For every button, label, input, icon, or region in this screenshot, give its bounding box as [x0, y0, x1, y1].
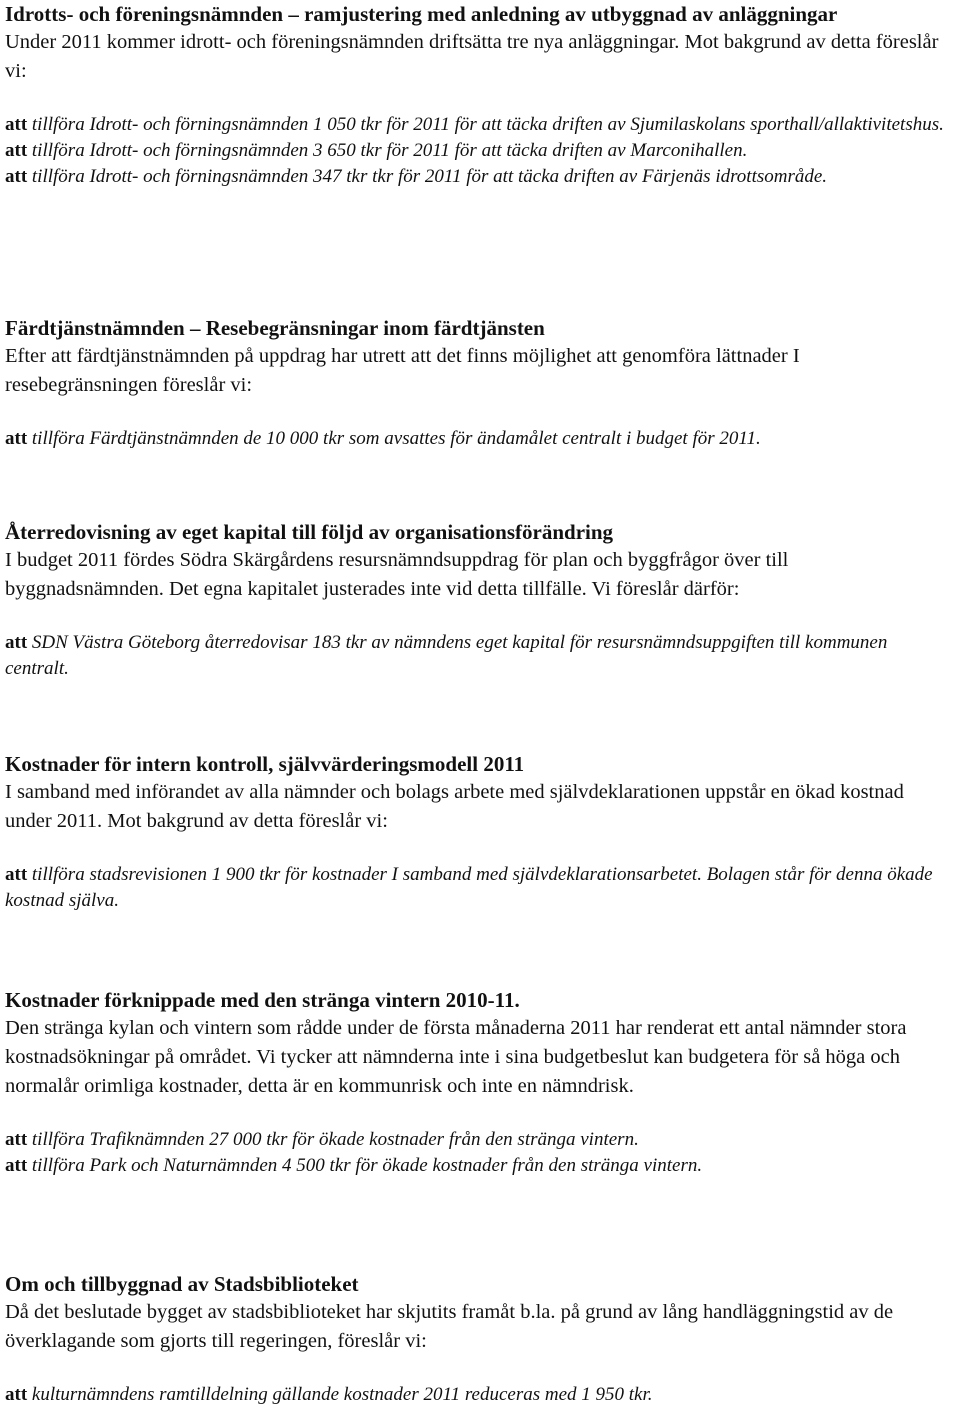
att-keyword: att [5, 166, 28, 187]
proposal-item [5, 426, 948, 452]
section-heading: Kostnader förknippade med den stränga vintern 2010-11. [5, 988, 520, 1012]
section-paragraph: I samband med införandet av alla nämnder och bolags arbete med självdeklarationen uppstår en ökad kostnad under 2011. Mot bakgrund av detta föreslår vi: [5, 781, 904, 832]
section-heading: Kostnader för intern kontroll, självvärderingsmodell 2011 [5, 752, 525, 776]
section-stadsbiblioteket [5, 1270, 948, 1408]
section-paragraph: Under 2011 kommer idrott- och föreningsnämnden driftsätta tre nya anläggningar. Mot bakgrund av detta föreslår vi: [5, 31, 939, 82]
proposal-item [5, 1153, 948, 1179]
proposal-text: tillföra Idrott- och förningsnämnden 347 tkr tkr för 2011 för att täcka driften av Färjenäs idrottsområde. [31, 166, 828, 187]
section-paragraph: Efter att färdtjänstnämnden på uppdrag har utrett att det finns möjlighet att genomföra lättnader I resebegränsningen föreslår vi: [5, 345, 800, 396]
section-vintern [5, 986, 948, 1179]
proposal-text: tillföra Trafiknämnden 27 000 tkr för ökade kostnader från den stränga vintern. [31, 1129, 639, 1150]
section-idrott [5, 0, 948, 190]
proposal-text: tillföra Idrott- och förningsnämnden 3 650 tkr för 2011 för att täcka driften av Marconihallen. [31, 140, 748, 161]
att-keyword: att [5, 1155, 28, 1176]
proposal-item [5, 164, 948, 190]
proposal-text: tillföra stadsrevisionen 1 900 tkr för kostnader I samband med självdeklarationsarbetet. Bolagen står för denna ökade kostnad själva. [5, 864, 933, 911]
section-heading: Om och tillbyggnad av Stadsbiblioteket [5, 1272, 359, 1296]
section-aterredovisning [5, 518, 948, 682]
proposal-item [5, 1127, 948, 1153]
section-fardtjanst [5, 314, 948, 452]
att-keyword: att [5, 428, 28, 449]
proposal-text: tillföra Idrott- och förningsnämnden 1 050 tkr för 2011 för att täcka driften av Sjumilaskolans sporthall/allaktivitetshus. [31, 114, 944, 135]
section-heading: Idrotts- och föreningsnämnden – ramjustering med anledning av utbyggnad av anläggningar [5, 2, 838, 26]
att-keyword: att [5, 1129, 28, 1150]
att-keyword: att [5, 114, 28, 135]
section-paragraph: Den stränga kylan och vintern som rådde under de första månaderna 2011 har renderat ett antal nämnder stora kostnadsökningar på området. Vi tycker att nämnderna inte i sina budgetbeslut kan budgetera för så höga och normalår orimliga kostnader, detta är en kommunrisk och inte en nämndrisk. [5, 1017, 907, 1097]
proposal-text: SDN Västra Göteborg återredovisar 183 tkr av nämndens eget kapital för resursnämndsuppgiften till kommunen centralt. [5, 632, 888, 679]
proposal-text: tillföra Park och Naturnämnden 4 500 tkr för ökade kostnader från den stränga vintern. [31, 1155, 703, 1176]
proposal-item [5, 1382, 948, 1408]
section-intern-kontroll [5, 750, 948, 914]
section-heading: Färdtjänstnämnden – Resebegränsningar inom färdtjänsten [5, 316, 545, 340]
att-keyword: att [5, 632, 28, 653]
att-keyword: att [5, 864, 28, 885]
proposal-item [5, 630, 948, 682]
proposal-text: kulturnämndens ramtilldelning gällande kostnader 2011 reduceras med 1 950 tkr. [31, 1384, 653, 1405]
att-keyword: att [5, 140, 28, 161]
section-heading: Återredovisning av eget kapital till följd av organisationsförändring [5, 520, 614, 544]
proposal-item [5, 862, 948, 914]
section-paragraph: I budget 2011 fördes Södra Skärgårdens resursnämndsuppdrag för plan och byggfrågor över till byggnadsnämnden. Det egna kapitalet justerades inte vid detta tillfälle. Vi föreslår därför: [5, 549, 789, 600]
proposal-item [5, 112, 948, 138]
section-paragraph: Då det beslutade bygget av stadsbiblioteket har skjutits framåt b.la. på grund av lång handläggningstid av de överklagande som gjorts till regeringen, föreslår vi: [5, 1301, 894, 1352]
proposal-text: tillföra Färdtjänstnämnden de 10 000 tkr som avsattes för ändamålet centralt i budget för 2011. [31, 428, 761, 449]
proposal-item [5, 138, 948, 164]
att-keyword: att [5, 1384, 28, 1405]
